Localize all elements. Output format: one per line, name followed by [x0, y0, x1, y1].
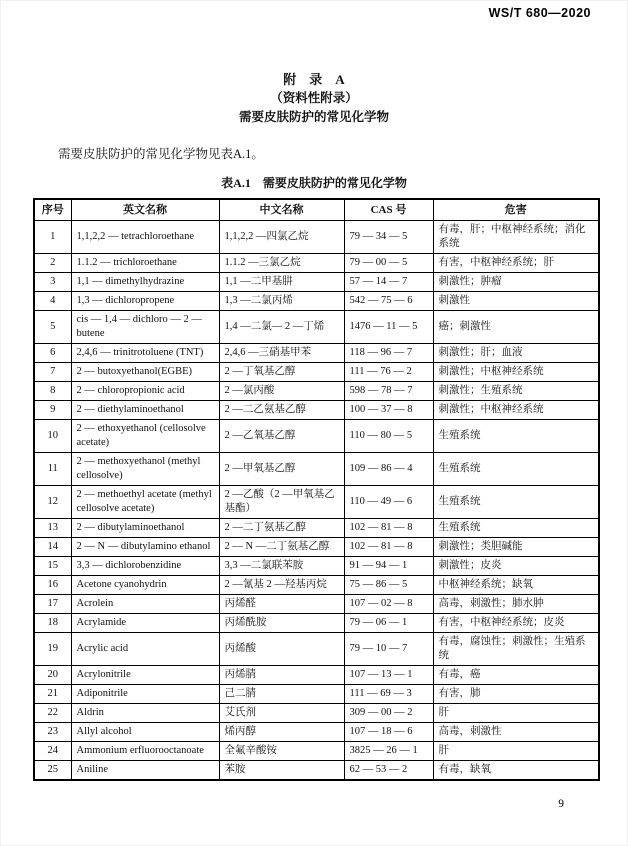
cell-hazard: 癌；刺激性 — [433, 311, 599, 344]
cell-chinese-name: 苯胺 — [219, 761, 344, 781]
cell-chinese-name: 2 — N —二丁氨基乙醇 — [219, 538, 344, 557]
page-number: 9 — [558, 798, 564, 810]
col-header-index: 序号 — [34, 199, 71, 221]
cell-cas-number: 75 — 86 — 5 — [344, 576, 433, 595]
cell-cas-number: 542 — 75 — 6 — [344, 292, 433, 311]
cell-english-name: 2 — methoethyl acetate (methyl cellosolve acetate) — [71, 486, 219, 519]
cell-index: 5 — [34, 311, 71, 344]
table-row — [34, 685, 599, 704]
cell-cas-number: 102 — 81 — 8 — [344, 538, 433, 557]
appendix-heading: 需要皮肤防护的常见化学物 — [238, 110, 389, 124]
cell-chinese-name: 2 —丁氧基乙醇 — [219, 363, 344, 382]
table-row — [34, 401, 599, 420]
cell-cas-number: 111 — 76 — 2 — [344, 363, 433, 382]
cell-hazard: 生殖系统 — [433, 519, 599, 538]
cell-chinese-name: 1.1.2 —三氯乙烷 — [219, 254, 344, 273]
table-row — [34, 254, 599, 273]
appendix-title-block — [0, 70, 628, 127]
cell-hazard: 有毒，肝；中枢神经系统；消化系统 — [433, 221, 599, 254]
cell-chinese-name: 2 —二丁氨基乙醇 — [219, 519, 344, 538]
cell-index: 22 — [34, 704, 71, 723]
cell-index: 1 — [34, 221, 71, 254]
cell-hazard: 生殖系统 — [433, 453, 599, 486]
cell-english-name: Ammonium erfluorooctanoate — [71, 742, 219, 761]
cell-chinese-name: 艾氏剂 — [219, 704, 344, 723]
cell-english-name: Aldrin — [71, 704, 219, 723]
table-row — [34, 704, 599, 723]
cell-english-name: cis — 1,4 — dichloro — 2 — butene — [71, 311, 219, 344]
cell-index: 7 — [34, 363, 71, 382]
cell-english-name: Adiponitrile — [71, 685, 219, 704]
cell-index: 6 — [34, 344, 71, 363]
col-header-chinese-name: 中文名称 — [219, 199, 344, 221]
cell-english-name: 2 — dibutylaminoethanol — [71, 519, 219, 538]
cell-hazard: 高毒，刺激性；肺水肿 — [433, 595, 599, 614]
cell-english-name: 2 — butoxyethanol(EGBE) — [71, 363, 219, 382]
table-row — [34, 344, 599, 363]
table-row — [34, 311, 599, 344]
cell-english-name: 2,4,6 — trinitrotoluene (TNT) — [71, 344, 219, 363]
cell-english-name: 3,3 — dichlorobenzidine — [71, 557, 219, 576]
cell-index: 24 — [34, 742, 71, 761]
cell-index: 17 — [34, 595, 71, 614]
cell-english-name: 1,3 — dichloropropene — [71, 292, 219, 311]
table-row — [34, 666, 599, 685]
cell-index: 2 — [34, 254, 71, 273]
cell-chinese-name: 1,4 —二氯— 2 —丁烯 — [219, 311, 344, 344]
cell-index: 20 — [34, 666, 71, 685]
cell-chinese-name: 2 —甲氧基乙醇 — [219, 453, 344, 486]
cell-english-name: 2 — chloropropionic acid — [71, 382, 219, 401]
cell-chinese-name: 2 —氯丙酸 — [219, 382, 344, 401]
cell-cas-number: 79 — 06 — 1 — [344, 614, 433, 633]
cell-english-name: Acrylic acid — [71, 633, 219, 666]
cell-english-name: 2 — ethoxyethanol (cellosolve acetate) — [71, 420, 219, 453]
cell-cas-number: 100 — 37 — 8 — [344, 401, 433, 420]
cell-hazard: 刺激性；生殖系统 — [433, 382, 599, 401]
cell-hazard: 刺激性；肿瘤 — [433, 273, 599, 292]
cell-chinese-name: 2 —乙氧基乙醇 — [219, 420, 344, 453]
cell-chinese-name: 丙烯酰胺 — [219, 614, 344, 633]
cell-index: 16 — [34, 576, 71, 595]
cell-chinese-name: 丙烯醛 — [219, 595, 344, 614]
cell-hazard: 刺激性；中枢神经系统 — [433, 363, 599, 382]
cell-english-name: 2 — N — dibutylamino ethanol — [71, 538, 219, 557]
intro-paragraph: 需要皮肤防护的常见化学物见表A.1。 — [58, 147, 264, 161]
cell-english-name: 2 — methoxyethanol (methyl cellosolve) — [71, 453, 219, 486]
cell-cas-number: 118 — 96 — 7 — [344, 344, 433, 363]
table-row — [34, 221, 599, 254]
cell-index: 8 — [34, 382, 71, 401]
cell-english-name: 1,1 — dimethylhydrazine — [71, 273, 219, 292]
table-row — [34, 557, 599, 576]
cell-chinese-name: 1,1,2,2 —四氯乙烷 — [219, 221, 344, 254]
cell-cas-number: 91 — 94 — 1 — [344, 557, 433, 576]
cell-cas-number: 57 — 14 — 7 — [344, 273, 433, 292]
table-body — [34, 221, 599, 781]
cell-english-name: Acrylamide — [71, 614, 219, 633]
cell-index: 12 — [34, 486, 71, 519]
cell-hazard: 刺激性；皮炎 — [433, 557, 599, 576]
cell-chinese-name: 全氟辛酸铵 — [219, 742, 344, 761]
table-row — [34, 576, 599, 595]
cell-hazard: 刺激性；中枢神经系统 — [433, 401, 599, 420]
table-row — [34, 742, 599, 761]
cell-hazard: 有毒，癌 — [433, 666, 599, 685]
cell-cas-number: 110 — 49 — 6 — [344, 486, 433, 519]
table-header — [34, 199, 599, 221]
cell-hazard: 有害，中枢神经系统；肝 — [433, 254, 599, 273]
cell-index: 23 — [34, 723, 71, 742]
cell-chinese-name: 2 —乙酸（2 —甲氧基乙基酯） — [219, 486, 344, 519]
cell-hazard: 有毒，腐蚀性；刺激性；生殖系统 — [433, 633, 599, 666]
table-row — [34, 382, 599, 401]
table-row — [34, 363, 599, 382]
cell-index: 25 — [34, 761, 71, 781]
appendix-title: 附 录 A — [283, 72, 345, 87]
cell-cas-number: 598 — 78 — 7 — [344, 382, 433, 401]
cell-chinese-name: 丙烯腈 — [219, 666, 344, 685]
cell-index: 18 — [34, 614, 71, 633]
table-row — [34, 595, 599, 614]
table-row — [34, 538, 599, 557]
cell-index: 15 — [34, 557, 71, 576]
cell-english-name: Aniline — [71, 761, 219, 781]
cell-cas-number: 3825 — 26 — 1 — [344, 742, 433, 761]
cell-hazard: 高毒，刺激性 — [433, 723, 599, 742]
table-row — [34, 453, 599, 486]
cell-hazard: 生殖系统 — [433, 420, 599, 453]
table-row — [34, 486, 599, 519]
standard-number-header: WS/T 680—2020 — [488, 6, 591, 20]
cell-cas-number: 62 — 53 — 2 — [344, 761, 433, 781]
cell-hazard: 有毒，缺氧 — [433, 761, 599, 781]
table-row — [34, 420, 599, 453]
cell-index: 11 — [34, 453, 71, 486]
cell-hazard: 刺激性 — [433, 292, 599, 311]
cell-hazard: 中枢神经系统；缺氧 — [433, 576, 599, 595]
cell-hazard: 有害，肺 — [433, 685, 599, 704]
cell-chinese-name: 烯丙醇 — [219, 723, 344, 742]
cell-hazard: 肝 — [433, 742, 599, 761]
cell-cas-number: 79 — 34 — 5 — [344, 221, 433, 254]
cell-cas-number: 1476 — 11 — 5 — [344, 311, 433, 344]
cell-cas-number: 107 — 13 — 1 — [344, 666, 433, 685]
cell-index: 3 — [34, 273, 71, 292]
cell-cas-number: 309 — 00 — 2 — [344, 704, 433, 723]
cell-hazard: 有害，中枢神经系统；皮炎 — [433, 614, 599, 633]
cell-english-name: Acetone cyanohydrin — [71, 576, 219, 595]
cell-chinese-name: 1,1 —二甲基肼 — [219, 273, 344, 292]
cell-cas-number: 79 — 10 — 7 — [344, 633, 433, 666]
cell-index: 14 — [34, 538, 71, 557]
col-header-english-name: 英文名称 — [71, 199, 219, 221]
cell-index: 21 — [34, 685, 71, 704]
col-header-hazard: 危害 — [433, 199, 599, 221]
table-row — [34, 761, 599, 781]
cell-index: 19 — [34, 633, 71, 666]
cell-english-name: 2 — diethylaminoethanol — [71, 401, 219, 420]
cell-cas-number: 109 — 86 — 4 — [344, 453, 433, 486]
cell-chinese-name: 丙烯酸 — [219, 633, 344, 666]
cell-hazard: 肝 — [433, 704, 599, 723]
cell-cas-number: 111 — 69 — 3 — [344, 685, 433, 704]
cell-cas-number: 79 — 00 — 5 — [344, 254, 433, 273]
table-row — [34, 723, 599, 742]
table-row — [34, 519, 599, 538]
cell-chinese-name: 2 —氰基 2 —羟基丙烷 — [219, 576, 344, 595]
cell-english-name: 1.1.2 — trichloroethane — [71, 254, 219, 273]
cell-chinese-name: 2 —二乙氨基乙醇 — [219, 401, 344, 420]
cell-chinese-name: 己二腈 — [219, 685, 344, 704]
cell-index: 4 — [34, 292, 71, 311]
cell-hazard: 刺激性；肝；血液 — [433, 344, 599, 363]
cell-chinese-name: 2,4,6 —三硝基甲苯 — [219, 344, 344, 363]
appendix-subtitle: （资料性附录） — [270, 91, 358, 105]
cell-english-name: Acrylonitrile — [71, 666, 219, 685]
cell-english-name: 1,1,2,2 — tetrachloroethane — [71, 221, 219, 254]
cell-index: 10 — [34, 420, 71, 453]
cell-chinese-name: 3,3 —二氯联苯胺 — [219, 557, 344, 576]
cell-index: 9 — [34, 401, 71, 420]
cell-english-name: Allyl alcohol — [71, 723, 219, 742]
table-row — [34, 633, 599, 666]
table-row — [34, 614, 599, 633]
cell-cas-number: 107 — 02 — 8 — [344, 595, 433, 614]
table-row — [34, 292, 599, 311]
chemicals-table — [33, 198, 600, 781]
cell-chinese-name: 1,3 —二氯丙烯 — [219, 292, 344, 311]
cell-english-name: Acrolein — [71, 595, 219, 614]
cell-cas-number: 110 — 80 — 5 — [344, 420, 433, 453]
cell-cas-number: 102 — 81 — 8 — [344, 519, 433, 538]
col-header-cas-number: CAS 号 — [344, 199, 433, 221]
cell-index: 13 — [34, 519, 71, 538]
table-caption: 表A.1 需要皮肤防护的常见化学物 — [221, 176, 407, 190]
cell-hazard: 刺激性；类胆碱能 — [433, 538, 599, 557]
cell-cas-number: 107 — 18 — 6 — [344, 723, 433, 742]
cell-hazard: 生殖系统 — [433, 486, 599, 519]
table-row — [34, 273, 599, 292]
